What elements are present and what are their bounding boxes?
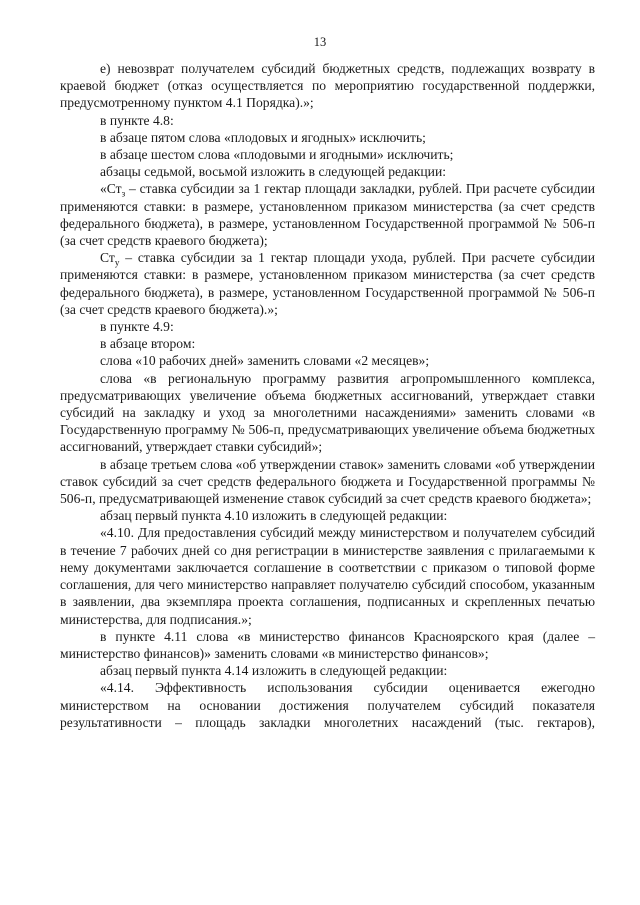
formula-description: – ставка субсидии за 1 гектар площади ухода, рублей. При расчете субсидии применяются ставки: в размере, установленном приказом министерства (за счет средств федерального бюджета), в размере, установленном Государственной программой № 506-п (за счет средств краевого бюджета).»; [60,250,595,317]
document-body [60,60,595,731]
paragraph: абзац первый пункта 4.14 изложить в следующей редакции: [100,663,448,679]
formula-subscript: з [121,189,126,200]
paragraph-formula-st-z [60,180,595,249]
paragraph: е) невозврат получателем субсидий бюджетных средств, подлежащих возврату в краевой бюджет (отказ осуществляется по мероприятию государственной поддержки, предусмотренному пунктом 4.1 Порядка).»; [60,61,595,111]
paragraph: слова «в региональную программу развития агропромышленного комплекса, предусматривающих увеличение объема бюджетных ассигнований, утверждает ставки субсидий на закладку и уход за многолетними насаждениями» заменить словами «в Государственную программу № 506-п, предусматривающих увеличение объема бюджетных ассигнований, утверждает ставки субсидий»; [60,370,595,455]
formula-description: – ставка субсидии за 1 гектар площади закладки, рублей. При расчете субсидии применяются ставки: в размере, установленном приказом министерства (за счет средств федерального бюджета), в размере, установленном Государственной программой № 506-п (за счет средств краевого бюджета); [60,181,595,249]
paragraph: «4.14. Эффективность использования субсидии оценивается ежегодно министерством на основании достижения получателем субсидий показателя результативности – площадь закладки многолетних насаждений (тыс. гектаров), [60,680,595,730]
paragraph: «4.10. Для предоставления субсидий между министерством и получателем субсидий в течение 7 рабочих дней со дня регистрации в министерстве заявления с прилагаемыми к нему документами заключается соглашение в соответствии с приказом о типовой форме соглашения, для чего министерство направляет получателю субсидий способом, указанным в заявлении, два экземпляра проекта соглашения, подписанных и скрепленных печатью министерства, для подписания.»; [60,525,595,627]
formula-subscript: у [114,257,120,268]
paragraph: абзацы седьмой, восьмой изложить в следующей редакции: [100,164,446,180]
paragraph: в пункте 4.9: [100,319,174,335]
paragraph-formula-st-u [60,249,595,318]
formula-symbol: «Ст [100,181,122,197]
page-number: 13 [313,35,327,49]
formula-symbol: Ст [100,250,115,266]
paragraph: абзац первый пункта 4.10 изложить в следующей редакции: [100,508,448,524]
paragraph: в пункте 4.11 слова «в министерство финансов Красноярского края (далее – министерство финансов)» заменить словами «в министерство финансов»; [60,628,595,661]
paragraph: слова «10 рабочих дней» заменить словами «2 месяцев»; [100,353,430,369]
paragraph: в пункте 4.8: [100,112,174,128]
paragraph: в абзаце шестом слова «плодовыми и ягодными» исключить; [100,147,454,163]
paragraph: в абзаце пятом слова «плодовых и ягодных» исключить; [100,129,426,145]
paragraph: в абзаце втором: [100,336,196,352]
paragraph: в абзаце третьем слова «об утверждении ставок» заменить словами «об утверждении ставок субсидий за счет средств федерального бюджета и Государственной программы № 506-п, предусматривающей изменение ставок субсидий за счет средств краевого бюджета»; [60,456,595,507]
